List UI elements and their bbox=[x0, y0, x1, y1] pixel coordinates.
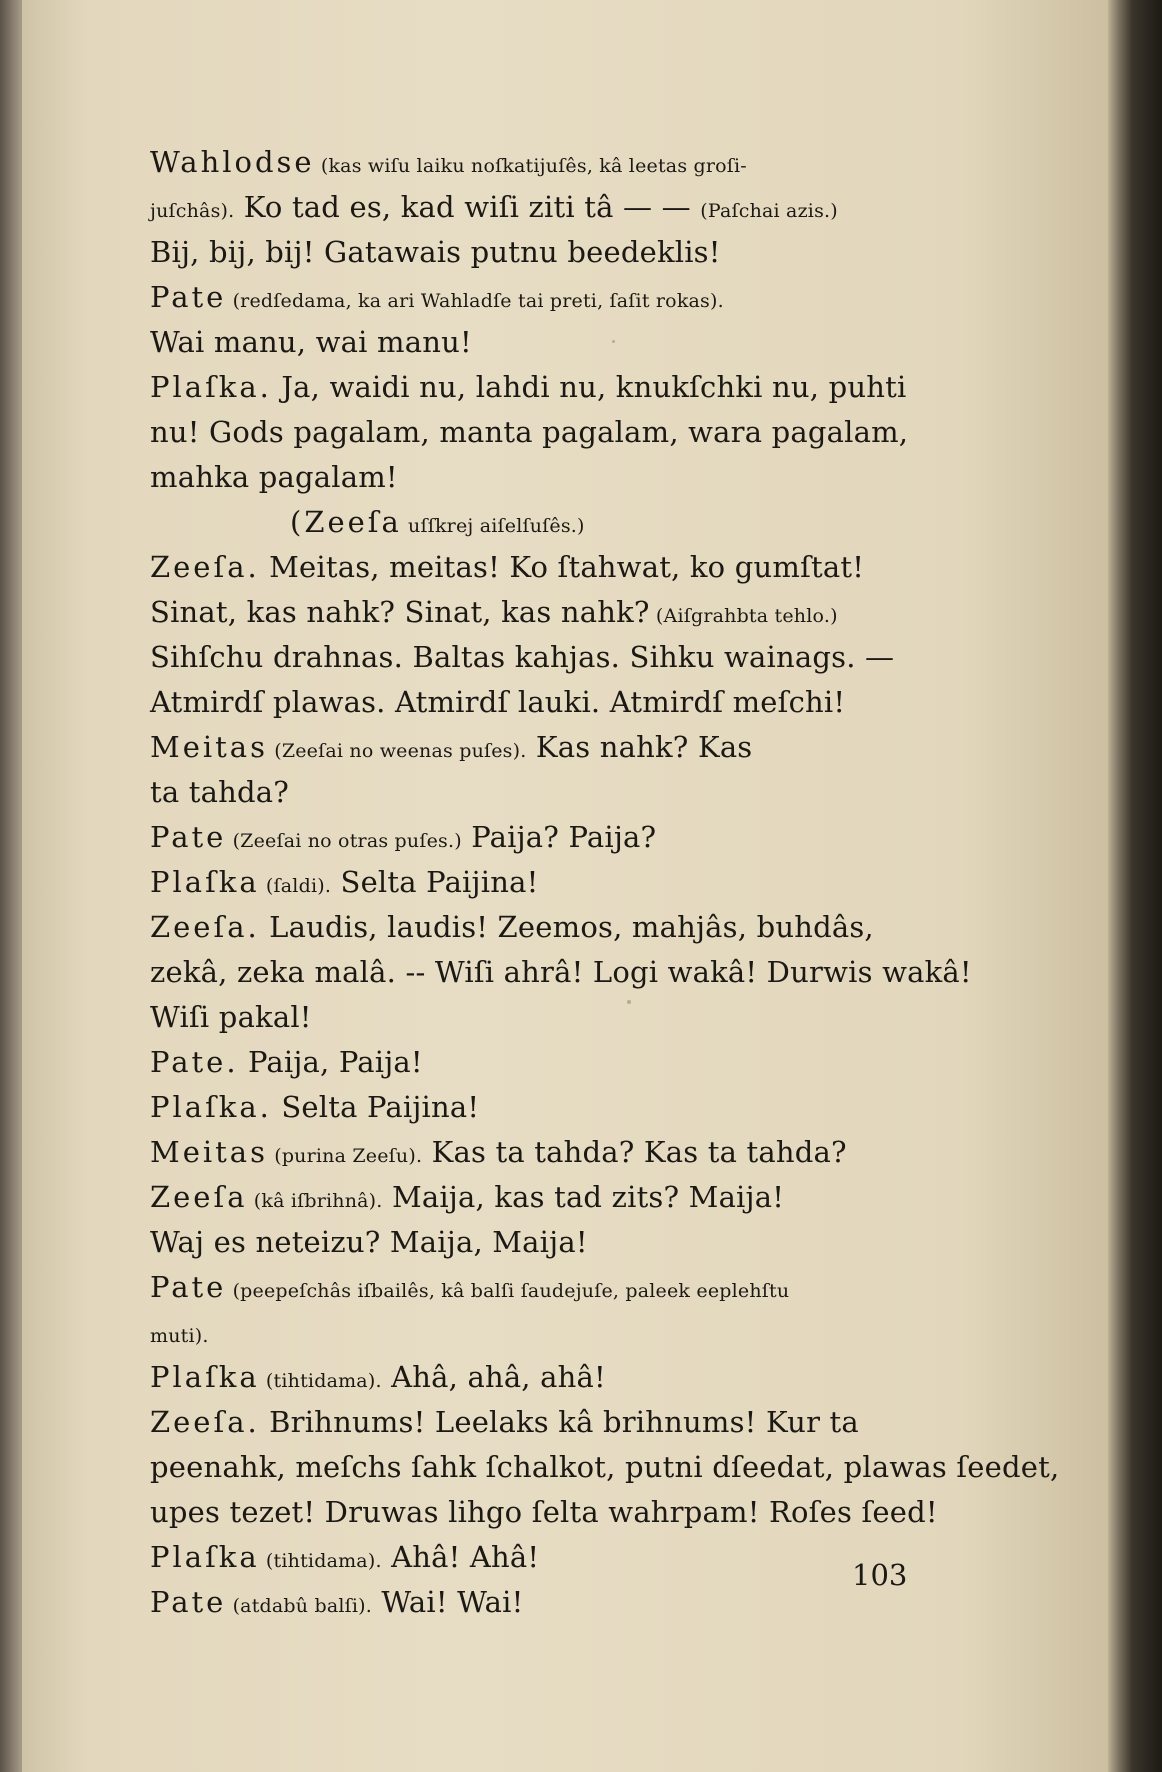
text-line bbox=[150, 590, 930, 635]
text-line bbox=[150, 1490, 938, 1535]
text-line bbox=[150, 140, 930, 185]
stage-direction: (redſedama, ka ari Wahladſe tai preti, ſaſit rokas). bbox=[226, 290, 724, 312]
stage-direction: (kâ iſbrihnâ). bbox=[247, 1190, 383, 1212]
right-gutter bbox=[1108, 0, 1162, 1772]
stage-direction: (atdabû balſi). bbox=[226, 1595, 373, 1617]
dialogue-text: Maija, kas tad zits? Maija! bbox=[382, 1180, 785, 1214]
dialogue-text: Wai manu, wai manu! bbox=[150, 325, 472, 359]
stage-direction: (Zeeſai no weenas puſes). bbox=[267, 740, 527, 762]
text-line bbox=[150, 320, 930, 365]
dialogue-text: Kas ta tahda? Kas ta tahda? bbox=[422, 1135, 847, 1169]
text-line bbox=[150, 1265, 930, 1310]
text-line bbox=[150, 1310, 930, 1355]
stage-direction: juſchâs). bbox=[150, 200, 235, 222]
speaker-name: Meitas bbox=[150, 730, 268, 764]
text-line bbox=[150, 995, 930, 1040]
speaker-name: Plaſka bbox=[150, 865, 260, 899]
dialogue-text: Ja, waidi nu, lahdi nu, knukſchki nu, puhti bbox=[271, 370, 907, 404]
dialogue-text: Wiſi pakal! bbox=[150, 1000, 312, 1034]
dialogue-text: peenahk, meſchs ſahk ſchalkot, putni dſeedat, plawas ſeedet, bbox=[150, 1450, 1060, 1484]
speaker-name: Pate bbox=[150, 820, 227, 854]
speaker-name: Zeeſa. bbox=[150, 550, 260, 584]
text-line bbox=[150, 500, 930, 545]
dialogue-text: Ko tad es, kad wiſi ziti tâ — — bbox=[234, 190, 701, 224]
text-line bbox=[150, 410, 930, 455]
dialogue-text: Kas nahk? Kas bbox=[526, 730, 753, 764]
text-line bbox=[150, 860, 930, 905]
text-line bbox=[150, 1355, 930, 1400]
dialogue-text: Ahâ! Ahâ! bbox=[381, 1540, 540, 1574]
dialogue-text: upes tezet! Druwas lihgo ſelta wahrpam! Roſes ſeed! bbox=[150, 1495, 938, 1529]
text-line bbox=[150, 770, 930, 815]
dialogue-text: Brihnums! Leelaks kâ brihnums! Kur ta bbox=[259, 1405, 859, 1439]
speaker-name: Wahlodse bbox=[150, 145, 315, 179]
dialogue-text: mahka pagalam! bbox=[150, 460, 398, 494]
stage-direction: (Paſchai azis.) bbox=[700, 200, 838, 222]
speaker-name: Pate bbox=[150, 280, 227, 314]
text-line bbox=[150, 1400, 930, 1445]
stage-direction: (tihtidama). bbox=[259, 1370, 382, 1392]
speaker-name: Meitas bbox=[150, 1135, 268, 1169]
stage-direction: (tihtidama). bbox=[259, 1550, 382, 1572]
dialogue-text: Atmirdſ plawas. Atmirdſ lauki. Atmirdſ meſchi! bbox=[150, 685, 846, 719]
speaker-name: Zeeſa bbox=[150, 1180, 248, 1214]
dialogue-text: Wai! Wai! bbox=[372, 1585, 524, 1619]
dialogue-text: Sihſchu drahnas. Baltas kahjas. Sihku wainags. — bbox=[150, 640, 895, 674]
dialogue-text: ta tahda? bbox=[150, 775, 289, 809]
dialogue-text: Meitas, meitas! Ko ſtahwat, ko gumſtat! bbox=[259, 550, 865, 584]
stage-direction: (purina Zeeſu). bbox=[267, 1145, 423, 1167]
speaker-name: Plaſka bbox=[150, 1540, 260, 1574]
dialogue-text: Laudis, laudis! Zeemos, mahjâs, buhdâs, bbox=[259, 910, 874, 944]
speaker-name: Zeeſa. bbox=[150, 1405, 260, 1439]
dialogue-text: zekâ, zeka malâ. -- Wiſi ahrâ! Logi wakâ! Durwis wakâ! bbox=[150, 955, 972, 989]
stage-direction: (kas wiſu laiku noſkatijuſês, kâ leetas groſi- bbox=[314, 155, 747, 177]
text-line bbox=[150, 365, 930, 410]
speaker-name: Plaſka bbox=[150, 1360, 260, 1394]
text-line bbox=[150, 635, 930, 680]
dialogue-text: nu! Gods pagalam, manta pagalam, wara pagalam, bbox=[150, 415, 909, 449]
text-line bbox=[150, 545, 930, 590]
page-number: 103 bbox=[852, 1558, 908, 1592]
page-text-block bbox=[150, 140, 1060, 1625]
dialogue-text: Selta Paijina! bbox=[271, 1090, 480, 1124]
dialogue-text: Waj es neteizu? Maija, Maija! bbox=[150, 1225, 588, 1259]
text-line bbox=[150, 1175, 930, 1220]
speaker-name: (Zeeſa bbox=[290, 505, 402, 539]
stage-direction: uſſkrej aiſelſuſês.) bbox=[401, 515, 585, 537]
dialogue-text: Ahâ, ahâ, ahâ! bbox=[381, 1360, 606, 1394]
text-line bbox=[150, 1040, 930, 1085]
speaker-name: Zeeſa. bbox=[150, 910, 260, 944]
text-line bbox=[150, 185, 930, 230]
text-line bbox=[150, 1130, 930, 1175]
stage-direction: (ſaldi). bbox=[259, 875, 332, 897]
dialogue-text: Selta Paijina! bbox=[331, 865, 539, 899]
text-line bbox=[150, 275, 930, 320]
speaker-name: Pate bbox=[150, 1585, 227, 1619]
text-line bbox=[150, 950, 972, 995]
text-line bbox=[150, 680, 930, 725]
speaker-name: Pate. bbox=[150, 1045, 239, 1079]
speaker-name: Plaſka. bbox=[150, 1090, 272, 1124]
stage-direction: (Aiſgrahbta tehlo.) bbox=[649, 605, 838, 627]
stage-direction: (Zeeſai no otras puſes.) bbox=[226, 830, 462, 852]
dialogue-text: Bij, bij, bij! Gatawais putnu beedeklis! bbox=[150, 235, 721, 269]
stage-direction: muti). bbox=[150, 1325, 209, 1347]
text-line bbox=[150, 1220, 930, 1265]
text-line bbox=[150, 1085, 930, 1130]
text-line bbox=[150, 455, 930, 500]
text-line bbox=[150, 725, 930, 770]
speaker-name: Plaſka. bbox=[150, 370, 272, 404]
speaker-name: Pate bbox=[150, 1270, 227, 1304]
dialogue-text: Paija? Paija? bbox=[461, 820, 657, 854]
text-line bbox=[150, 1445, 1060, 1490]
text-line bbox=[150, 1535, 930, 1580]
text-line bbox=[150, 815, 930, 860]
text-line bbox=[150, 1580, 930, 1625]
dialogue-text: Paija, Paija! bbox=[238, 1045, 423, 1079]
dialogue-text: Sinat, kas nahk? Sinat, kas nahk? bbox=[150, 595, 650, 629]
text-line bbox=[150, 905, 930, 950]
text-line bbox=[150, 230, 930, 275]
stage-direction: (peepeſchâs iſbailês, kâ balſi ſaudejuſe, paleek eeplehſtu bbox=[226, 1280, 790, 1302]
